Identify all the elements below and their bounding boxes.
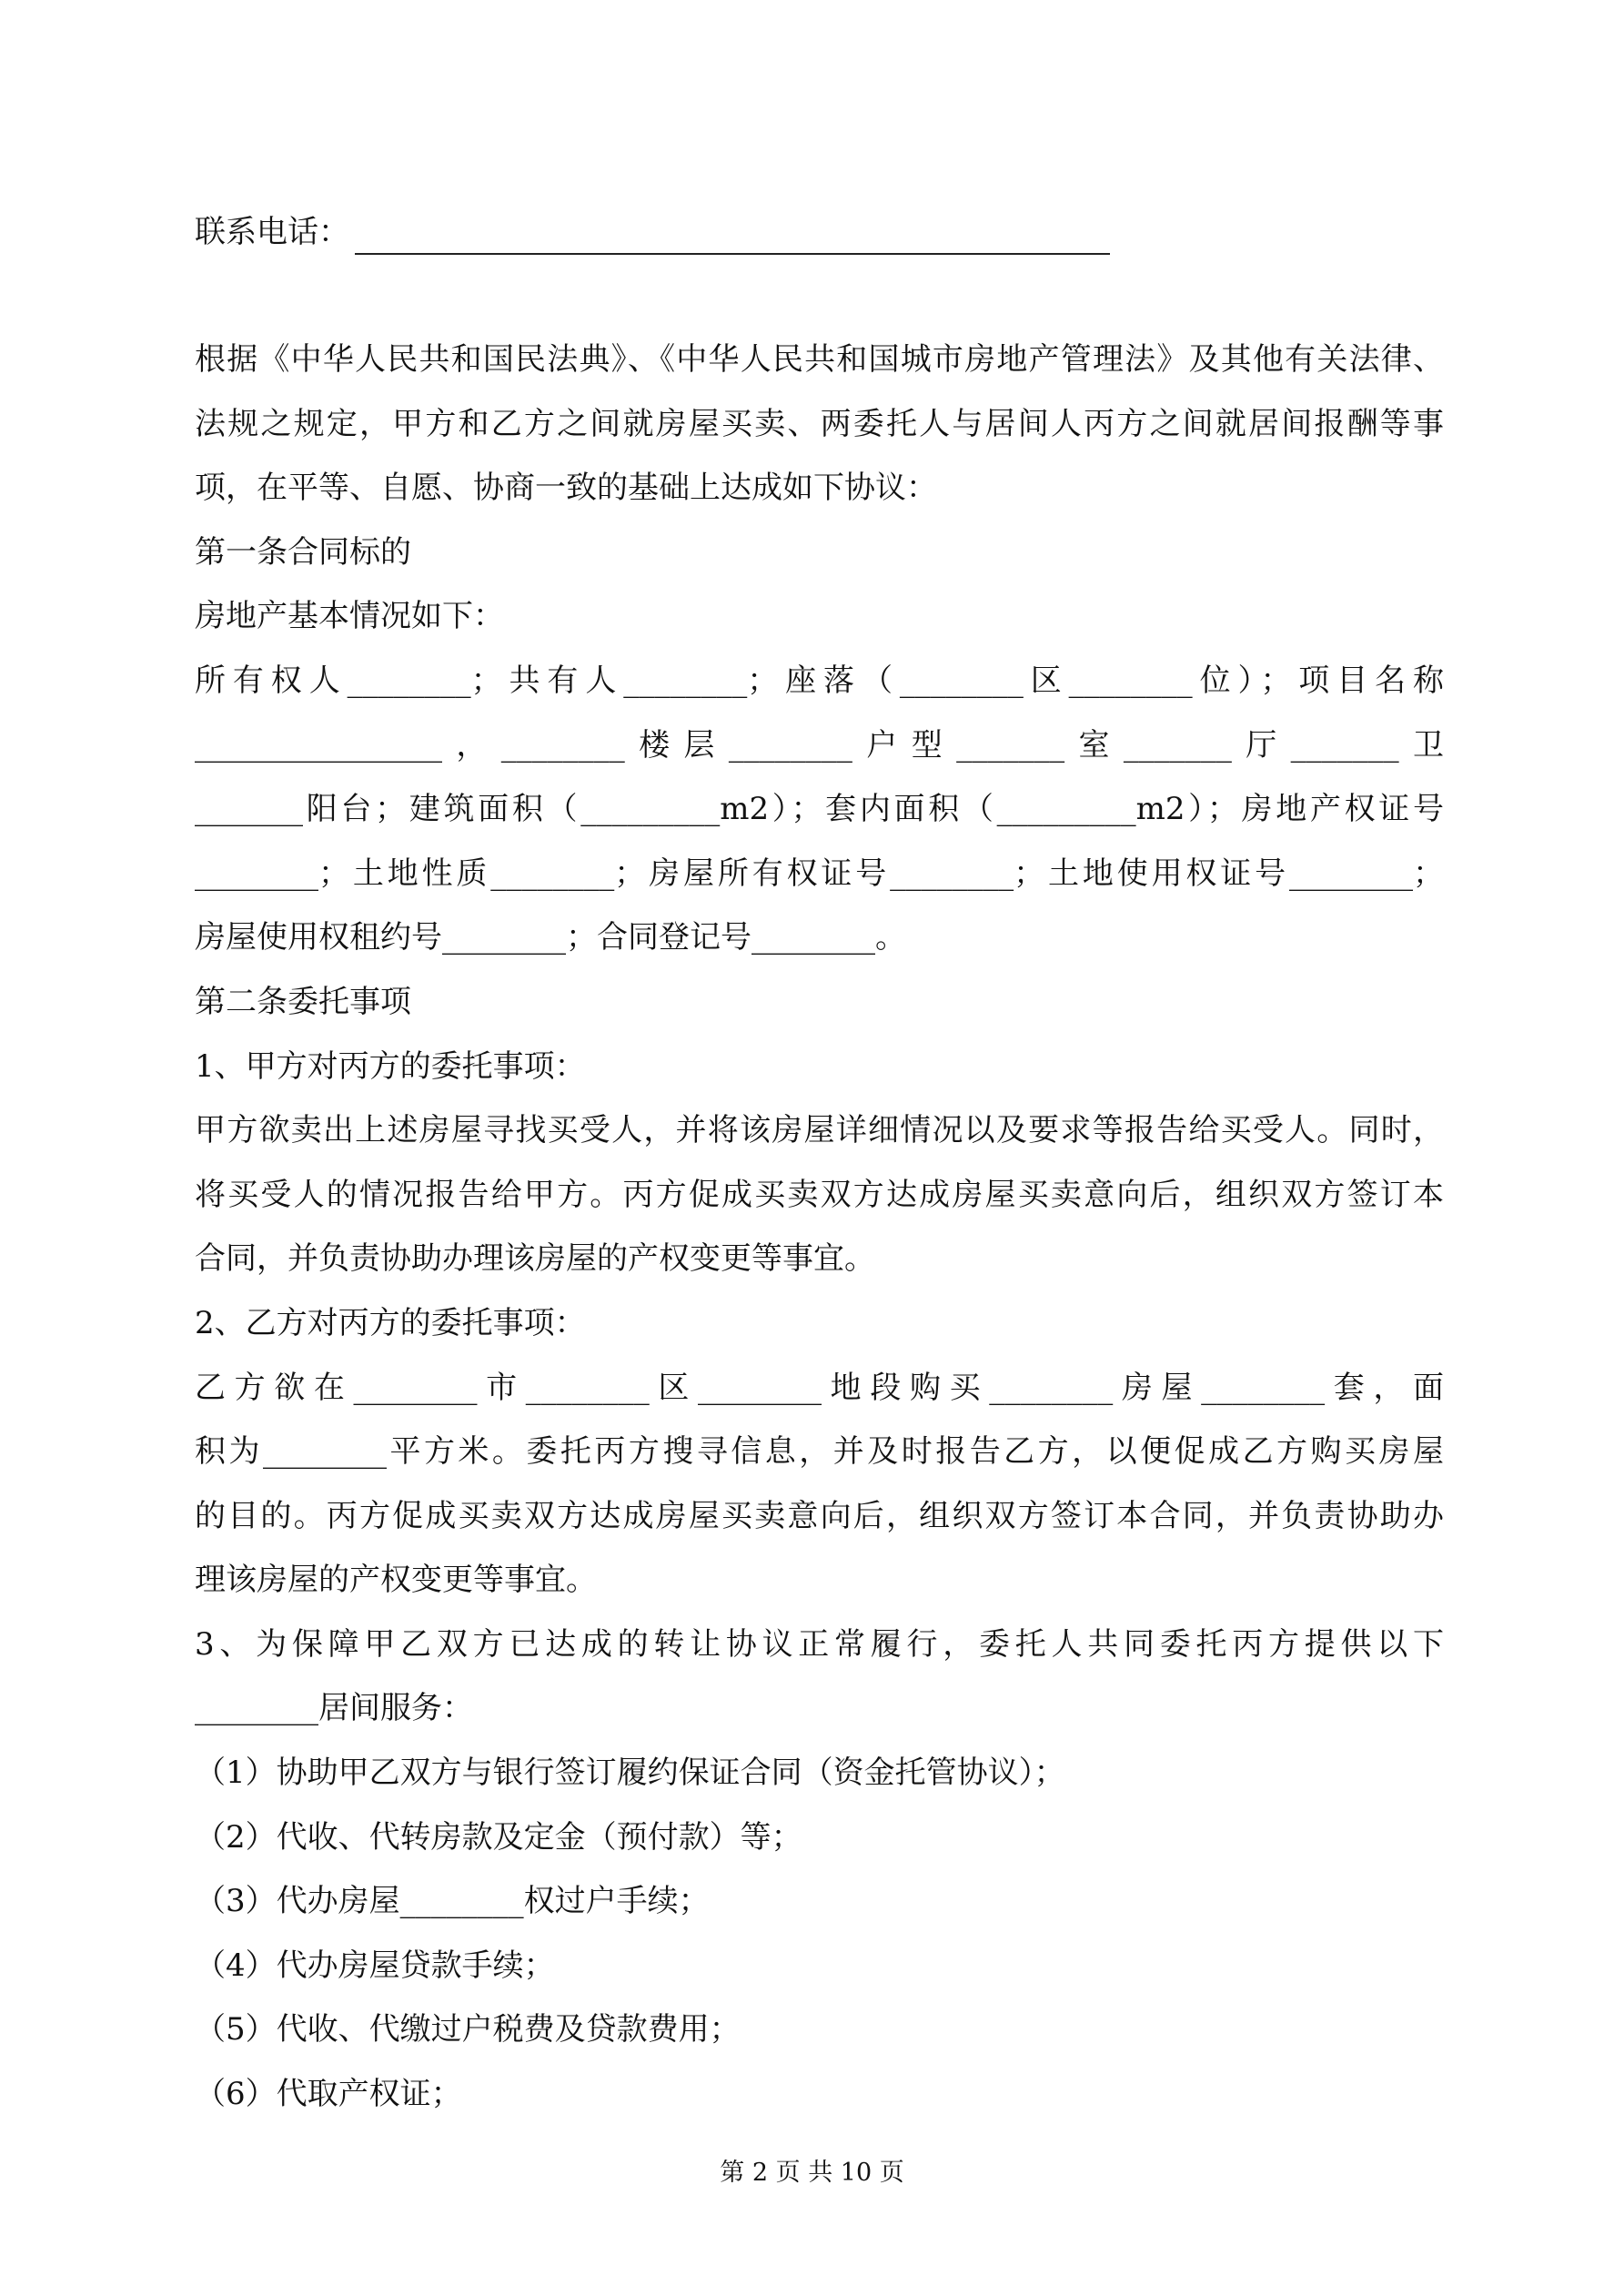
text-line: （2）代收、代转房款及定金（预付款）等； [195, 1818, 802, 1856]
text-line: ________________，________楼层________户型_______室_______厅_______卫 [195, 726, 1444, 764]
text-line: 法规之规定，甲方和乙方之间就房屋买卖、两委托人与居间人丙方之间就居间报酬等事 [195, 405, 1444, 442]
contact-phone-line [195, 209, 1110, 255]
text-line: ________居间服务： [195, 1690, 473, 1727]
text-line: 房屋使用权租约号________；合同登记号________。 [195, 919, 906, 956]
text-line: 的目的。丙方促成买卖双方达成房屋买卖意向后，组织双方签订本合同，并负责协助办 [195, 1497, 1444, 1534]
text-line: 3、为保障甲乙双方已达成的转让协议正常履行，委托人共同委托丙方提供以下 [195, 1625, 1444, 1663]
text-line: 积为________平方米。委托丙方搜寻信息，并及时报告乙方，以便促成乙方购买房屋 [195, 1433, 1444, 1471]
text-line: ________；土地性质________；房屋所有权证号________；土地使用权证号________； [195, 855, 1444, 892]
text-line: 合同，并负责协助办理该房屋的产权变更等事宜。 [195, 1240, 875, 1278]
contact-phone-label: 联系电话： [195, 214, 349, 250]
text-line: （6）代取产权证； [195, 2076, 462, 2113]
page-footer: 第 2 页 共 10 页 [720, 2159, 904, 2187]
text-line: 根据《中华人民共和国民法典》、《中华人民共和国城市房地产管理法》及其他有关法律、 [195, 341, 1444, 378]
text-line: （4）代办房屋贷款手续； [195, 1947, 555, 1984]
text-line: 房地产基本情况如下： [195, 598, 504, 635]
text-line: 第一条合同标的 [195, 533, 411, 571]
contract-body [195, 337, 1444, 2136]
text-line: 项，在平等、自愿、协商一致的基础上达成如下协议： [195, 470, 937, 507]
text-line: _______阳台；建筑面积（_________m2）；套内面积（_________m2）；房地产权证号 [195, 791, 1444, 828]
text-line: 第二条委托事项 [195, 983, 411, 1020]
text-line: （5）代收、代缴过户税费及贷款费用； [195, 2011, 741, 2048]
text-line: 乙方欲在________市________区________地段购买________房屋________套，面 [195, 1369, 1444, 1406]
text-line: 理该房屋的产权变更等事宜。 [195, 1562, 597, 1599]
text-line: 将买受人的情况报告给甲方。丙方促成买卖双方达成房屋买卖意向后，组织双方签订本 [195, 1176, 1444, 1213]
text-line: （1）协助甲乙双方与银行签订履约保证合同（资金托管协议）； [195, 1755, 1065, 1792]
text-line: 2、乙方对丙方的委托事项： [195, 1304, 586, 1341]
text-line: 甲方欲卖出上述房屋寻找买受人，并将该房屋详细情况以及要求等报告给买受人。同时， [195, 1112, 1444, 1149]
text-line: 所有权人________；共有人________；座落（________区________位）；项目名称 [195, 662, 1444, 699]
text-line: 1、甲方对丙方的委托事项： [195, 1047, 586, 1085]
contact-phone-blank [355, 218, 1110, 255]
text-line: （3）代办房屋________权过户手续； [195, 1883, 710, 1920]
